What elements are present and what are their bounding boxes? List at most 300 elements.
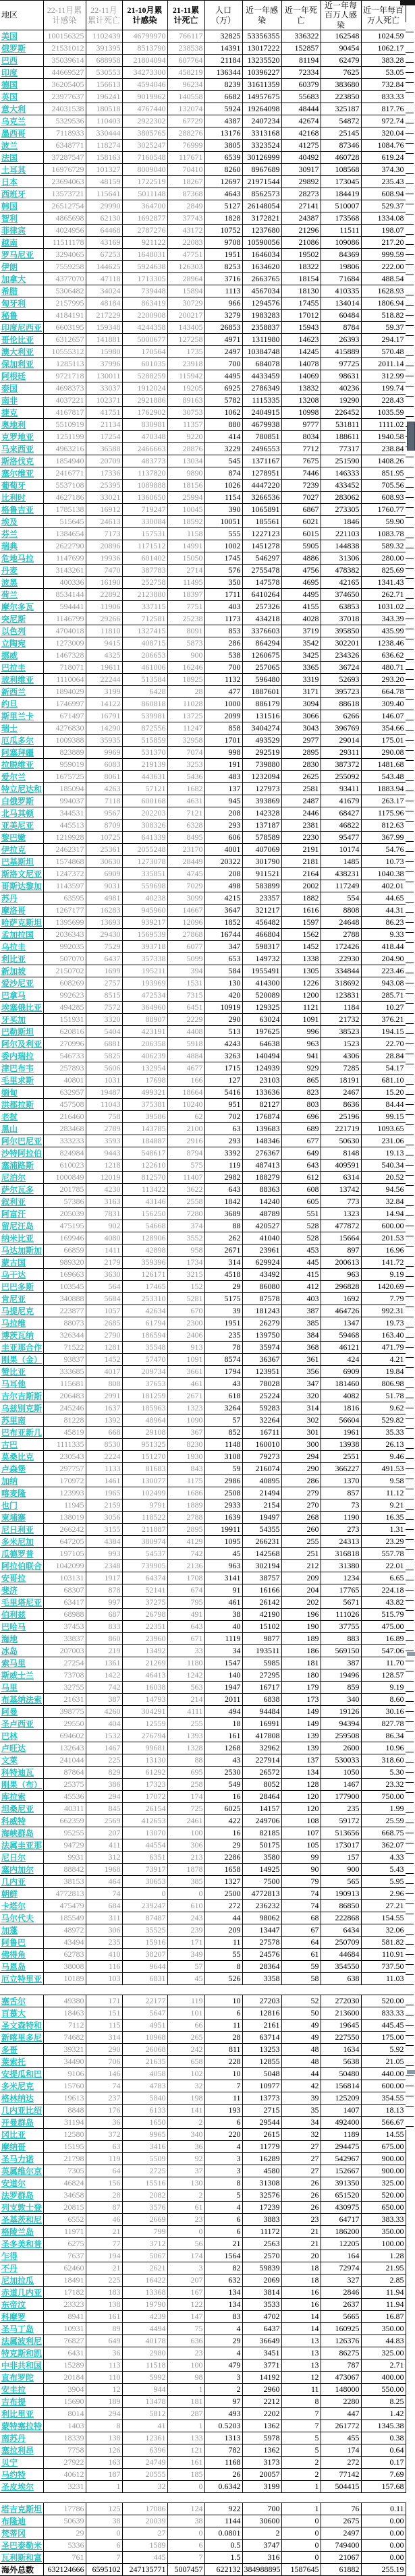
region-link[interactable]: 爱沙尼亚	[0, 977, 43, 990]
data-cell: 333233	[43, 1135, 86, 1147]
region-link[interactable]: 法国	[0, 152, 43, 164]
region-link[interactable]: 阿根廷	[0, 370, 43, 382]
region-link[interactable]: 圣卢西亚	[0, 1718, 43, 1730]
region-link[interactable]: 马约特	[0, 2469, 43, 2481]
data-cell: 5.43	[361, 1864, 406, 1876]
data-cell: 21494	[242, 1487, 281, 1499]
region-link[interactable]: 尼泊尔	[0, 1172, 43, 1184]
data-cell: 103131	[43, 1572, 86, 1584]
data-cell: 696	[281, 1111, 321, 1123]
region-link[interactable]: 马恩岛	[0, 1961, 43, 1973]
region-link[interactable]: 海峡群岛	[0, 1827, 43, 1839]
data-cell: 224.18	[361, 1584, 406, 1597]
region-link[interactable]: 乍得	[0, 2250, 43, 2262]
region-link[interactable]: 澳大利亚	[0, 346, 43, 358]
data-cell: 1168	[204, 2457, 242, 2469]
region-link[interactable]: 格陵兰岛	[0, 2226, 43, 2238]
region-link[interactable]: 赤道几内亚	[0, 2287, 43, 2299]
region-link[interactable]: 塞拉利昂	[0, 2444, 43, 2457]
data-cell: 68307	[43, 1584, 86, 1597]
data-cell: 689	[281, 1123, 321, 1135]
region-link[interactable]: 法罗群岛	[0, 2189, 43, 2202]
table-row	[0, 965, 406, 977]
data-cell: 32264	[242, 1414, 281, 1427]
data-cell: 221103	[321, 528, 361, 540]
data-cell: 41	[122, 2420, 167, 2432]
data-cell: 2212	[242, 2396, 281, 2408]
region-link[interactable]: 喀麦隆	[0, 1487, 43, 1499]
data-cell: 3814	[242, 2287, 281, 2299]
region-link[interactable]: 孟加拉国	[0, 929, 43, 941]
region-link[interactable]: 科摩罗	[0, 2311, 43, 2323]
region-link[interactable]: 利比里亚	[0, 2408, 43, 2420]
region-link[interactable]: 摩尔多瓦	[0, 601, 43, 613]
region-link[interactable]: 波兰	[0, 140, 43, 152]
region-link[interactable]: 哥伦比亚	[0, 334, 43, 346]
region-link[interactable]: 也门	[0, 1499, 43, 1512]
region-link[interactable]: 古巴	[0, 1439, 43, 1451]
region-link[interactable]: 萨尔瓦多	[0, 1184, 43, 1196]
data-cell: 1650	[122, 2117, 167, 2129]
region-link[interactable]: 马来西亚	[0, 443, 43, 455]
data-cell: 1.28	[361, 2250, 406, 2262]
data-cell: 3416	[122, 2141, 167, 2153]
data-cell: 108	[281, 1815, 321, 1827]
region-link[interactable]: 巴基斯坦	[0, 856, 43, 868]
region-link[interactable]: 塞浦路斯	[0, 1160, 43, 1172]
data-cell: 1912024	[122, 382, 167, 395]
region-link[interactable]: 葡萄牙	[0, 480, 43, 492]
region-link[interactable]: 马尔代夫	[0, 1912, 43, 1924]
data-cell: 845	[86, 1803, 122, 1815]
region-link[interactable]: 科威特	[0, 1815, 43, 1827]
region-link[interactable]: 马耳他	[0, 1378, 43, 1390]
data-cell: 737.50	[361, 1961, 406, 1973]
region-link[interactable]: 安圭拉	[0, 2384, 43, 2396]
data-cell: 159348	[86, 322, 122, 334]
region-link[interactable]: 伊朗	[0, 261, 43, 273]
data-cell: 7121	[167, 807, 204, 820]
region-link[interactable]: 布隆迪	[0, 2515, 43, 2527]
region-link[interactable]: 比利时	[0, 492, 43, 504]
region-link[interactable]: 布基纳法索	[0, 1694, 43, 1706]
region-link[interactable]: 梵蒂冈	[0, 2527, 43, 2540]
data-cell: 16289	[242, 2153, 281, 2165]
region-link[interactable]: 厄瓜多尔	[0, 735, 43, 747]
data-cell: 543.48	[361, 771, 406, 783]
region-link[interactable]: 圣马力诺	[0, 2153, 43, 2165]
region-link[interactable]: 匈牙利	[0, 297, 43, 310]
region-link[interactable]: 波黑	[0, 577, 43, 589]
data-cell: 23961	[242, 1244, 281, 1257]
region-link[interactable]: 佛得角	[0, 1949, 43, 1961]
region-link[interactable]: 阿塞拜疆	[0, 747, 43, 759]
region-link[interactable]: 利比亚	[0, 953, 43, 965]
region-link[interactable]: 摩纳哥	[0, 2141, 43, 2153]
region-link[interactable]: 卢森堡	[0, 1463, 43, 1475]
region-link[interactable]: 菲律宾	[0, 225, 43, 237]
region-link[interactable]: 几内亚比绍	[0, 2105, 43, 2117]
region-link[interactable]: 圣马丁岛	[0, 2323, 43, 2335]
data-cell: 3231	[43, 2481, 86, 2493]
region-link[interactable]: 圭亚那合作	[0, 1342, 43, 1354]
data-cell: 1143597	[43, 880, 86, 892]
region-link[interactable]: 塞舌尔	[0, 1995, 43, 2007]
region-link[interactable]: 列支敦士登	[0, 2202, 43, 2214]
region-link[interactable]: 亚美尼亚	[0, 820, 43, 832]
region-link[interactable]: 圣多美和普	[0, 2238, 43, 2250]
region-link[interactable]: 老挝	[0, 1111, 43, 1123]
region-link[interactable]: 新加坡	[0, 965, 43, 977]
region-link[interactable]: 苏里南	[0, 1414, 43, 1427]
region-link[interactable]: 奥地利	[0, 419, 43, 431]
region-link[interactable]: 赞比亚	[0, 1366, 43, 1378]
data-cell: 2637	[321, 2299, 361, 2311]
region-link[interactable]: 韩国	[0, 200, 43, 212]
region-link[interactable]: 多哥	[0, 2044, 43, 2056]
data-cell: 29	[204, 1839, 242, 1852]
data-cell: 13693	[86, 917, 122, 929]
region-link[interactable]: 开曼群岛	[0, 2117, 43, 2129]
region-link[interactable]: 马里	[0, 1682, 43, 1694]
region-link[interactable]: 英属维尔京	[0, 2165, 43, 2177]
region-link[interactable]: 刚果（金）	[0, 1354, 43, 1366]
region-link[interactable]: 巴林	[0, 1730, 43, 1742]
region-link[interactable]: 海地	[0, 1633, 43, 1645]
region-link[interactable]: 肯尼亚	[0, 1293, 43, 1305]
data-cell: 74	[86, 2080, 122, 2092]
region-link[interactable]: 马拉维	[0, 1317, 43, 1329]
region-link[interactable]: 格林纳达	[0, 2092, 43, 2105]
region-link[interactable]: 卢旺达	[0, 1742, 43, 1754]
data-cell: 1113	[204, 285, 242, 297]
region-link[interactable]: 圣基茨和尼	[0, 2214, 43, 2226]
region-link[interactable]: 东帝汶	[0, 2299, 43, 2311]
region-link[interactable]: 法属波利尼	[0, 2335, 43, 2347]
data-cell: 700	[204, 358, 242, 370]
region-link[interactable]: 瓦利斯和富	[0, 2552, 43, 2564]
region-link[interactable]: 留尼汪岛	[0, 1220, 43, 1232]
region-link[interactable]: 蒙古国	[0, 1257, 43, 1269]
data-cell: 18664	[167, 1087, 204, 1099]
region-link[interactable]: 毛里塔尼亚	[0, 1597, 43, 1609]
region-link[interactable]: 德国	[0, 79, 43, 91]
region-link[interactable]: 塞尔维亚	[0, 467, 43, 480]
region-link[interactable]: 阿曼	[0, 1706, 43, 1718]
region-link[interactable]: 黎巴嫩	[0, 832, 43, 844]
region-link[interactable]: 乌拉圭	[0, 941, 43, 953]
data-cell: 320.04	[361, 127, 406, 140]
data-cell: 22930	[321, 953, 361, 965]
region-link[interactable]: 巴巴多斯	[0, 1281, 43, 1293]
region-link[interactable]: 智利	[0, 212, 43, 225]
region-link[interactable]: 津巴布韦	[0, 1062, 43, 1075]
region-link[interactable]: 克罗地亚	[0, 431, 43, 443]
region-link[interactable]: 中非共和国	[0, 2359, 43, 2372]
table-row	[0, 370, 406, 382]
region-link[interactable]: 纳米比亚	[0, 1232, 43, 1244]
region-link[interactable]: 安道尔	[0, 2177, 43, 2189]
region-link[interactable]: 安提瓜和巴	[0, 2068, 43, 2080]
data-cell: 1361	[86, 1657, 122, 1669]
table-row	[0, 2250, 406, 2262]
region-link[interactable]: 芬兰	[0, 528, 43, 540]
data-cell: 6348771	[43, 140, 86, 152]
region-link[interactable]: 阿鲁巴	[0, 1937, 43, 1949]
data-cell: 578589	[242, 832, 281, 844]
region-link[interactable]: 斯洛伐克	[0, 455, 43, 467]
data-cell: 42898	[122, 1244, 167, 1257]
region-link[interactable]: 日本	[0, 176, 43, 188]
data-cell: 103545	[43, 1281, 86, 1293]
region-link[interactable]: 斐济	[0, 1584, 43, 1597]
data-cell: 10	[204, 1995, 242, 2007]
data-cell: 1734	[167, 1257, 204, 1269]
region-link[interactable]: 洪都拉斯	[0, 1099, 43, 1111]
data-cell: 3025247	[122, 140, 167, 152]
region-link[interactable]: 玻利维亚	[0, 674, 43, 686]
table-row	[0, 237, 406, 249]
region-link[interactable]: 新西兰	[0, 686, 43, 698]
region-link[interactable]: 阿拉伯联合	[0, 1560, 43, 1572]
region-link[interactable]: 莱索托	[0, 2056, 43, 2068]
data-cell: 2786349	[242, 382, 281, 395]
region-link[interactable]: 拉脱维亚	[0, 759, 43, 771]
region-link[interactable]: 塞内加尔	[0, 1864, 43, 1876]
data-cell: 185549	[43, 1912, 86, 1924]
region-link[interactable]: 乌克兰	[0, 115, 43, 127]
region-link[interactable]: 加蓬	[0, 1924, 43, 1937]
region-link[interactable]: 科特迪瓦	[0, 1767, 43, 1779]
data-cell: 21	[86, 2226, 122, 2238]
region-link[interactable]: 斯里兰卡	[0, 710, 43, 722]
data-cell: 2280	[321, 2396, 361, 2408]
region-link[interactable]: 百慕大	[0, 2007, 43, 2020]
scrollbar-fragment	[407, 2070, 415, 2074]
data-cell: 3376603	[242, 625, 281, 637]
region-link[interactable]: 文莱	[0, 1754, 43, 1767]
data-cell: 44.31	[361, 905, 406, 917]
data-cell: 2224	[86, 1451, 122, 1463]
region-link[interactable]: 牙买加	[0, 1014, 43, 1026]
table-row	[0, 1973, 406, 1985]
data-cell: 812.63	[361, 820, 406, 832]
region-link[interactable]: 格鲁吉亚	[0, 504, 43, 516]
region-link[interactable]: 巴拿马	[0, 990, 43, 1002]
region-link[interactable]: 伊拉克	[0, 844, 43, 856]
region-link[interactable]: 立陶宛	[0, 637, 43, 650]
region-link[interactable]: 巴拉圭	[0, 662, 43, 674]
region-link[interactable]: 多米尼加	[0, 1536, 43, 1548]
data-cell: 408715	[122, 637, 167, 650]
data-cell: 94.56	[361, 1184, 406, 1196]
data-cell: 173017	[321, 1839, 361, 1852]
region-link[interactable]: 捷克	[0, 407, 43, 419]
region-link[interactable]: 法属圭亚那	[0, 1839, 43, 1852]
region-link[interactable]: 乌干达	[0, 1269, 43, 1281]
region-link[interactable]: 突尼斯	[0, 613, 43, 625]
region-link[interactable]: 埃塞俄比亚	[0, 1002, 43, 1014]
region-link[interactable]: 罗马尼亚	[0, 249, 43, 261]
region-link[interactable]: 叙利亚	[0, 1196, 43, 1208]
data-cell: 131516	[242, 710, 281, 722]
data-cell: 29	[204, 2335, 242, 2347]
data-cell: 494	[204, 1706, 242, 1718]
region-link[interactable]: 瑞士	[0, 722, 43, 735]
data-cell: 22083	[167, 237, 204, 249]
scrollbar-track[interactable]	[406, 22, 414, 2130]
region-link[interactable]: 塔吉克斯坦	[0, 2503, 43, 2515]
region-link[interactable]: 巴布亚新几	[0, 1427, 43, 1439]
data-cell: 23103	[242, 1075, 281, 1087]
region-link[interactable]: 西班牙	[0, 188, 43, 200]
table-row	[0, 1767, 406, 1779]
region-link[interactable]: 毛里求斯	[0, 1075, 43, 1087]
data-cell: 13725	[167, 710, 204, 722]
data-cell: 1889	[167, 1499, 204, 1512]
region-link[interactable]: 厄立特里亚	[0, 1973, 43, 1985]
region-link[interactable]: 莫桑比克	[0, 1451, 43, 1463]
data-cell: 26853	[204, 322, 242, 334]
region-link[interactable]: 黑山	[0, 1123, 43, 1135]
region-link[interactable]: 美国	[0, 30, 43, 42]
data-cell: 17698	[122, 1075, 167, 1087]
region-link[interactable]: 缅甸	[0, 1087, 43, 1099]
data-cell: 16.87	[361, 2311, 406, 2323]
data-cell: 1	[281, 2481, 321, 2493]
region-link[interactable]: 马提尼克	[0, 1305, 43, 1317]
region-link[interactable]: 危地马拉	[0, 552, 43, 565]
region-link[interactable]: 土耳其	[0, 164, 43, 176]
data-cell: 742	[167, 1548, 204, 1560]
region-link[interactable]: 蒙特塞拉特	[0, 2420, 43, 2432]
region-link[interactable]: 几内亚	[0, 1876, 43, 1888]
region-link[interactable]: 尼日利亚	[0, 1524, 43, 1536]
region-link[interactable]: 印度尼西亚	[0, 322, 43, 334]
region-link[interactable]: 博茨瓦纳	[0, 1329, 43, 1342]
region-link[interactable]: 印度	[0, 67, 43, 79]
region-link[interactable]: 朝鲜	[0, 1888, 43, 1900]
data-cell: 5048	[242, 2068, 281, 2080]
region-link[interactable]: 圣皮埃尔	[0, 2481, 43, 2493]
region-link[interactable]: 吉尔吉斯斯	[0, 1390, 43, 1402]
region-link[interactable]: 哈萨克斯坦	[0, 917, 43, 929]
region-link[interactable]: 斯威士兰	[0, 1669, 43, 1682]
data-cell: 1328	[167, 1742, 204, 1754]
region-link[interactable]: 哥斯达黎加	[0, 880, 43, 892]
region-link[interactable]: 荷兰	[0, 589, 43, 601]
region-link[interactable]: 刚果（布）	[0, 1779, 43, 1791]
data-cell: 2790	[86, 1329, 122, 1342]
region-link[interactable]: 南苏丹	[0, 2432, 43, 2444]
region-link[interactable]: 瑞典	[0, 540, 43, 552]
region-link[interactable]: 直布罗陀	[0, 2372, 43, 2384]
region-link[interactable]: 多米尼克	[0, 2080, 43, 2092]
region-link[interactable]: 圣巴泰勒米	[0, 2540, 43, 2552]
region-link[interactable]: 马达加斯加	[0, 1244, 43, 1257]
region-link[interactable]: 爱尔兰	[0, 771, 43, 783]
region-link[interactable]: 吉布提	[0, 2396, 43, 2408]
region-link[interactable]: 阿尔及利亚	[0, 1038, 43, 1050]
data-cell: 4243	[204, 1038, 242, 1050]
region-link[interactable]: 尼日尔	[0, 1852, 43, 1864]
region-link[interactable]: 柬埔寨	[0, 1512, 43, 1524]
data-cell: 10998	[281, 407, 321, 419]
region-link[interactable]: 尼加拉瓜	[0, 2274, 43, 2287]
region-link[interactable]: 不丹	[0, 2262, 43, 2274]
region-link[interactable]: 特立尼达和	[0, 783, 43, 795]
region-link[interactable]: 北马其顿	[0, 807, 43, 820]
region-link[interactable]: 沙特阿拉伯	[0, 1147, 43, 1160]
region-link[interactable]: 巴勒斯坦	[0, 1026, 43, 1038]
region-link[interactable]: 阿尔巴尼亚	[0, 1135, 43, 1147]
data-cell: 21067	[321, 2552, 361, 2564]
region-link[interactable]: 斯洛文尼亚	[0, 868, 43, 880]
region-link[interactable]: 白俄罗斯	[0, 795, 43, 807]
table-row	[0, 2153, 406, 2165]
region-link[interactable]: 委内瑞拉	[0, 1050, 43, 1062]
region-link[interactable]: 意大利	[0, 103, 43, 115]
region-link[interactable]: 卡塔尔	[0, 1900, 43, 1912]
region-link[interactable]: 伯利兹	[0, 1609, 43, 1621]
data-cell: 1523	[321, 1038, 361, 1050]
region-link[interactable]: 索马里	[0, 1657, 43, 1669]
region-link[interactable]: 泰国	[0, 382, 43, 395]
region-link[interactable]: 阿富汗	[0, 1208, 43, 1220]
region-link[interactable]: 以色列	[0, 625, 43, 637]
region-link[interactable]: 加拿大	[0, 273, 43, 285]
region-link[interactable]: 南非	[0, 395, 43, 407]
region-link[interactable]: 挪威	[0, 650, 43, 662]
region-link[interactable]: 安哥拉	[0, 1572, 43, 1584]
data-cell: 2669	[122, 2214, 167, 2226]
region-link[interactable]: 苏丹	[0, 892, 43, 905]
data-cell: 55	[204, 1949, 242, 1961]
data-cell: 863419	[122, 297, 167, 310]
region-link[interactable]: 丹麦	[0, 565, 43, 577]
region-link[interactable]: 摩洛哥	[0, 905, 43, 917]
region-link[interactable]: 贝宁	[0, 2457, 43, 2469]
region-link[interactable]: 新喀里多尼	[0, 2032, 43, 2044]
region-link[interactable]: 英国	[0, 91, 43, 103]
region-link[interactable]: 巴西	[0, 55, 43, 67]
region-link[interactable]: 希腊	[0, 285, 43, 297]
region-link[interactable]: 坦桑尼亚	[0, 1803, 43, 1815]
region-link[interactable]: 冈比亚	[0, 2129, 43, 2141]
region-link[interactable]: 巴哈马	[0, 1621, 43, 1633]
data-cell: 2230	[281, 832, 321, 844]
region-link[interactable]: 保加利亚	[0, 358, 43, 370]
region-link[interactable]: 墨西哥	[0, 127, 43, 140]
scrollbar-thumb[interactable]	[407, 422, 415, 451]
table-row	[0, 1706, 406, 1718]
data-cell: 1692	[321, 1293, 361, 1305]
region-link[interactable]: 特克斯和凯	[0, 2347, 43, 2359]
region-link[interactable]: 俄罗斯	[0, 42, 43, 55]
region-link[interactable]: 秘鲁	[0, 310, 43, 322]
region-link[interactable]: 瓜德罗普	[0, 1548, 43, 1560]
region-link[interactable]: 埃及	[0, 516, 43, 528]
data-cell: 32	[167, 2080, 204, 2092]
region-link[interactable]: 乌兹别克斯	[0, 1402, 43, 1414]
region-link[interactable]: 加纳	[0, 1475, 43, 1487]
region-link[interactable]: 约旦	[0, 698, 43, 710]
region-link[interactable]: 圣文森特和	[0, 2020, 43, 2032]
data-cell: 1171512	[122, 540, 167, 552]
region-link[interactable]: 库拉索	[0, 1791, 43, 1803]
region-link[interactable]: 冰岛	[0, 1645, 43, 1657]
region-link[interactable]: 越南	[0, 237, 43, 249]
